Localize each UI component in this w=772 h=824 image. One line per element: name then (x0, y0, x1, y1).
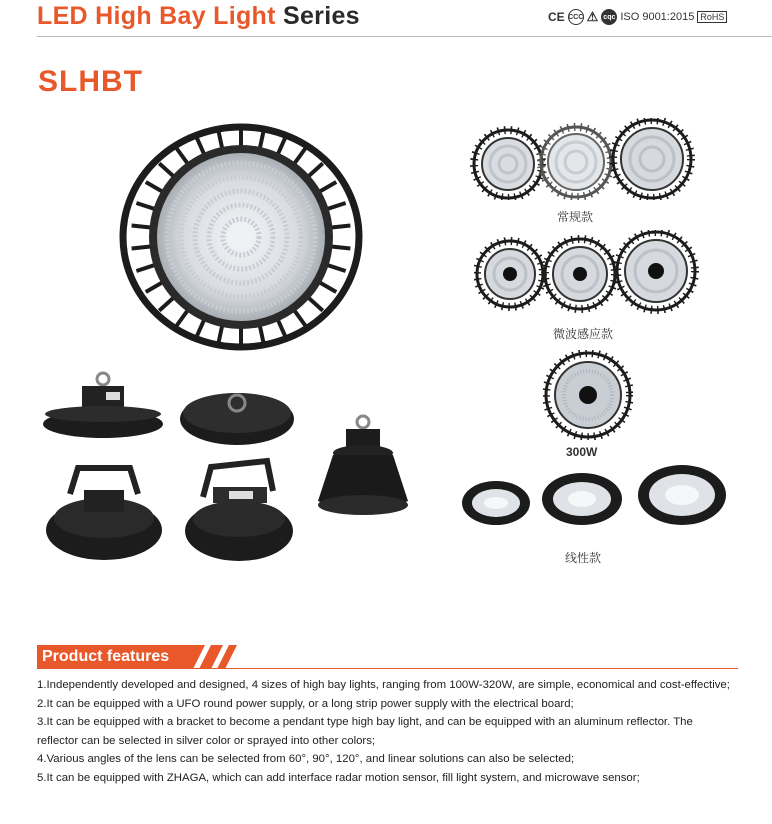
feature-item: 2.It can be equipped with a UFO round power supply, or a long strip power supply with the electrical board; (37, 697, 574, 710)
cb-mark-icon: ⚠ (586, 9, 599, 24)
model-name: SLHBT (38, 65, 143, 98)
feature-item: 1.Independently developed and designed, 4 sizes of high bay lights, ranging from 100W-320W, are simple, economical and cost-effective; (37, 679, 730, 691)
iso-cert-text: ISO 9001:2015 (620, 11, 695, 23)
title-orange: LED High Bay Light (37, 2, 276, 30)
caption-300w: 300W (566, 445, 598, 459)
header-divider (37, 36, 772, 37)
reflector-fixture-image (314, 413, 412, 523)
regular-models-image (470, 118, 696, 200)
feature-item: 5.It can be equipped with ZHAGA, which can add interface radar motion sensor, fill light system, and microwave sensor; (37, 771, 640, 784)
side-view-fixture-1 (40, 370, 166, 440)
page-title (37, 2, 360, 31)
cqc-mark-icon: cqc (601, 9, 617, 25)
ce-mark-icon: CE (548, 10, 565, 24)
hero-fixture-image (117, 121, 365, 353)
side-view-fixture-2 (178, 383, 296, 449)
rohs-mark-icon: RoHS (697, 11, 727, 23)
caption-regular: 常规款 (557, 210, 594, 224)
bracket-fixture-1 (44, 460, 164, 566)
linear-models-image (460, 463, 726, 531)
feature-item: 4.Various angles of the lens can be selected from 60°, 90°, 120°, and linear solutions can also be selected; (37, 753, 575, 766)
microwave-models-image (474, 230, 700, 314)
bracket-fixture-2 (183, 457, 295, 567)
feature-item: 3.It can be equipped with a bracket to become a pendant type high bay light, and can be equipped with an aluminum reflector. The reflector can be selected in silver color or sprayed into other colors; (37, 716, 693, 747)
feature-list (37, 676, 737, 788)
ccc-mark-icon: CCC (568, 9, 584, 25)
model-300w-image (543, 350, 633, 440)
certification-marks (548, 9, 727, 25)
section-title: Product features (42, 648, 170, 665)
title-dark: Series (282, 2, 360, 30)
caption-microwave: 微波感应款 (553, 327, 614, 341)
section-divider (37, 668, 738, 669)
caption-linear: 线性款 (565, 551, 602, 565)
